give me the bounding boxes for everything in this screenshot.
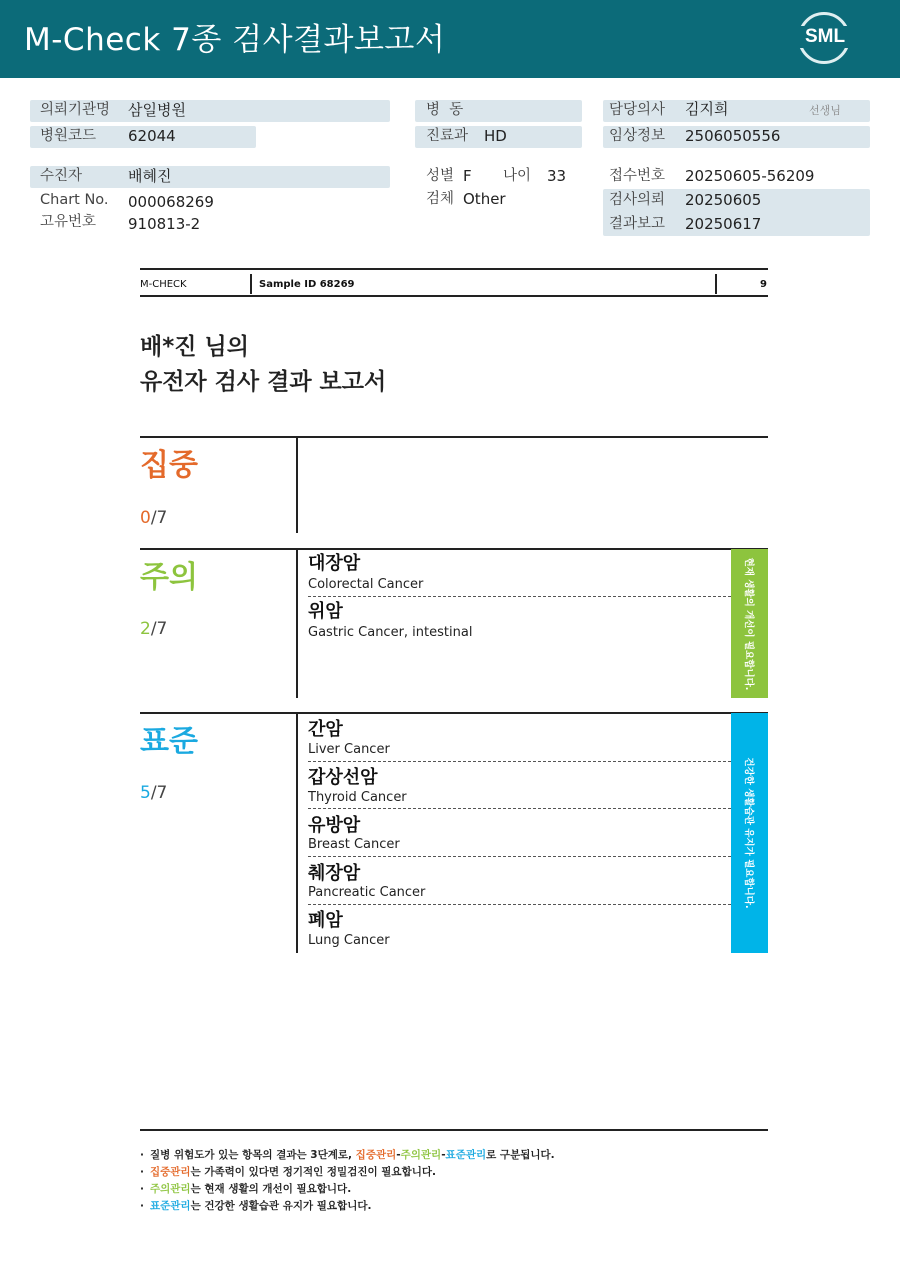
caution-title: 주의 [140,560,198,595]
note-text: 는 건강한 생활습관 유지가 필요합니다. [190,1200,372,1212]
focus-top-rule [140,436,768,438]
bullet: · [140,1149,144,1161]
specimen-label: 검체 [426,191,455,207]
dept-label: 진료과 [426,128,469,144]
focus-count [140,507,167,529]
note-line [140,1181,351,1197]
product-name: M-CHECK [140,279,187,290]
hospital-code-value: 62044 [128,127,176,145]
standard-item-en: Thyroid Cancer [308,790,407,805]
specimen-value: Other [463,190,506,208]
doctor-suffix: 선생님 [809,104,841,117]
caution-top-rule [140,548,768,550]
page-number: 9 [760,279,767,290]
bullet: · [140,1183,144,1195]
note-text: 는 가족력이 있다면 정기적인 정밀검진이 필요합니다. [190,1166,436,1178]
age-label: 나이 [503,168,532,184]
caution-item-kr: 대장암 [308,553,361,574]
doctor-label: 담당의사 [609,102,666,118]
note-focus-keyword: 집중관리 [355,1149,397,1161]
caution-item-en: Gastric Cancer, intestinal [308,625,473,640]
clinical-value: 2506050556 [685,127,781,145]
sample-id: Sample ID 68269 [259,279,355,290]
caution-count [140,618,167,640]
report-date-label: 결과보고 [609,216,666,232]
standard-item-en: Lung Cancer [308,933,390,948]
footer-rule [140,1129,768,1131]
sex-label: 성별 [426,168,455,184]
standard-divider [296,713,298,953]
greeting-name: 배*진 님의 [140,334,249,360]
item-separator [308,856,731,857]
focus-title: 집중 [140,448,198,483]
institution-value: 삼일병원 [128,101,186,119]
receipt-label: 접수번호 [609,168,666,184]
patient-value: 배혜진 [128,167,172,185]
note-dash: - [441,1149,446,1161]
institution-label: 의뢰기관명 [40,102,111,118]
caution-item-kr: 위암 [308,601,343,622]
item-separator [308,904,731,905]
caution-divider [296,549,298,698]
ward-label: 병 동 [426,102,464,118]
report-date-value: 20250617 [685,215,762,233]
header-divider-left [250,274,252,294]
caution-item-en: Colorectal Cancer [308,577,424,592]
standard-item-kr: 폐암 [308,910,343,931]
note-text: 로 구분됩니다. [486,1149,555,1161]
request-date-value: 20250605 [685,191,762,209]
note-dash: - [396,1149,401,1161]
note-line [140,1198,371,1214]
item-separator [308,761,731,762]
age-value: 33 [547,167,567,185]
report-title: M-Check 7종 검사결과보고서 [24,22,446,58]
caution-side-banner [731,549,768,698]
sex-value: F [463,167,472,185]
sml-logo [796,12,854,66]
standard-item-kr: 간암 [308,719,343,740]
standard-count-total: /7 [150,783,168,803]
bullet: · [140,1200,144,1212]
header-divider-right [715,274,717,294]
standard-title: 표준 [140,724,198,759]
chart-no-label: Chart No. [40,192,109,208]
focus-divider [296,437,298,533]
standard-side-banner [731,713,768,953]
note-line [140,1164,436,1180]
header-bottom-rule [140,295,768,297]
report-title-bar [0,0,900,78]
hospital-code-label: 병원코드 [40,128,97,144]
standard-count [140,782,167,804]
note-standard-keyword: 표준관리 [150,1200,191,1212]
note-text: 는 현재 생활의 개선이 필요합니다. [190,1183,352,1195]
note-caution-keyword: 주의관리 [150,1183,191,1195]
greeting-title: 유전자 검사 결과 보고서 [140,369,387,395]
receipt-value: 20250605-56209 [685,167,815,185]
standard-item-kr: 갑상선암 [308,767,378,788]
item-separator [308,596,731,597]
header-top-rule [140,268,768,270]
unique-no-label: 고유번호 [40,214,97,230]
patient-label: 수진자 [40,168,83,184]
chart-no-value: 000068269 [128,193,214,211]
standard-item-kr: 췌장암 [308,863,361,884]
logo-text: SML [796,26,854,48]
standard-item-en: Pancreatic Cancer [308,885,426,900]
note-text: 질병 위험도가 있는 항목의 결과는 3단계로, [150,1149,356,1161]
caution-side-text: 현재 생활의 개선이 필요합니다. [742,557,754,690]
standard-side-text: 건강한 생활습관 유지가 필요합니다. [742,757,754,909]
request-date-label: 검사의뢰 [609,192,666,208]
focus-count-total: /7 [150,508,168,528]
dept-value: HD [484,127,507,145]
note-caution-keyword: 주의관리 [400,1149,442,1161]
standard-item-en: Liver Cancer [308,742,390,757]
note-line [140,1147,555,1163]
standard-top-rule [140,712,768,714]
doctor-value: 김지희 [685,100,729,118]
clinical-label: 임상정보 [609,128,666,144]
caution-count-value: 2 [140,619,151,639]
focus-count-value: 0 [140,508,151,528]
item-separator [308,808,731,809]
caution-count-total: /7 [150,619,168,639]
patient-row [30,166,390,188]
note-standard-keyword: 표준관리 [445,1149,487,1161]
standard-item-en: Breast Cancer [308,837,400,852]
note-focus-keyword: 집중관리 [150,1166,191,1178]
unique-no-value: 910813-2 [128,215,201,233]
bullet: · [140,1166,144,1178]
standard-count-value: 5 [140,783,151,803]
standard-item-kr: 유방암 [308,815,361,836]
